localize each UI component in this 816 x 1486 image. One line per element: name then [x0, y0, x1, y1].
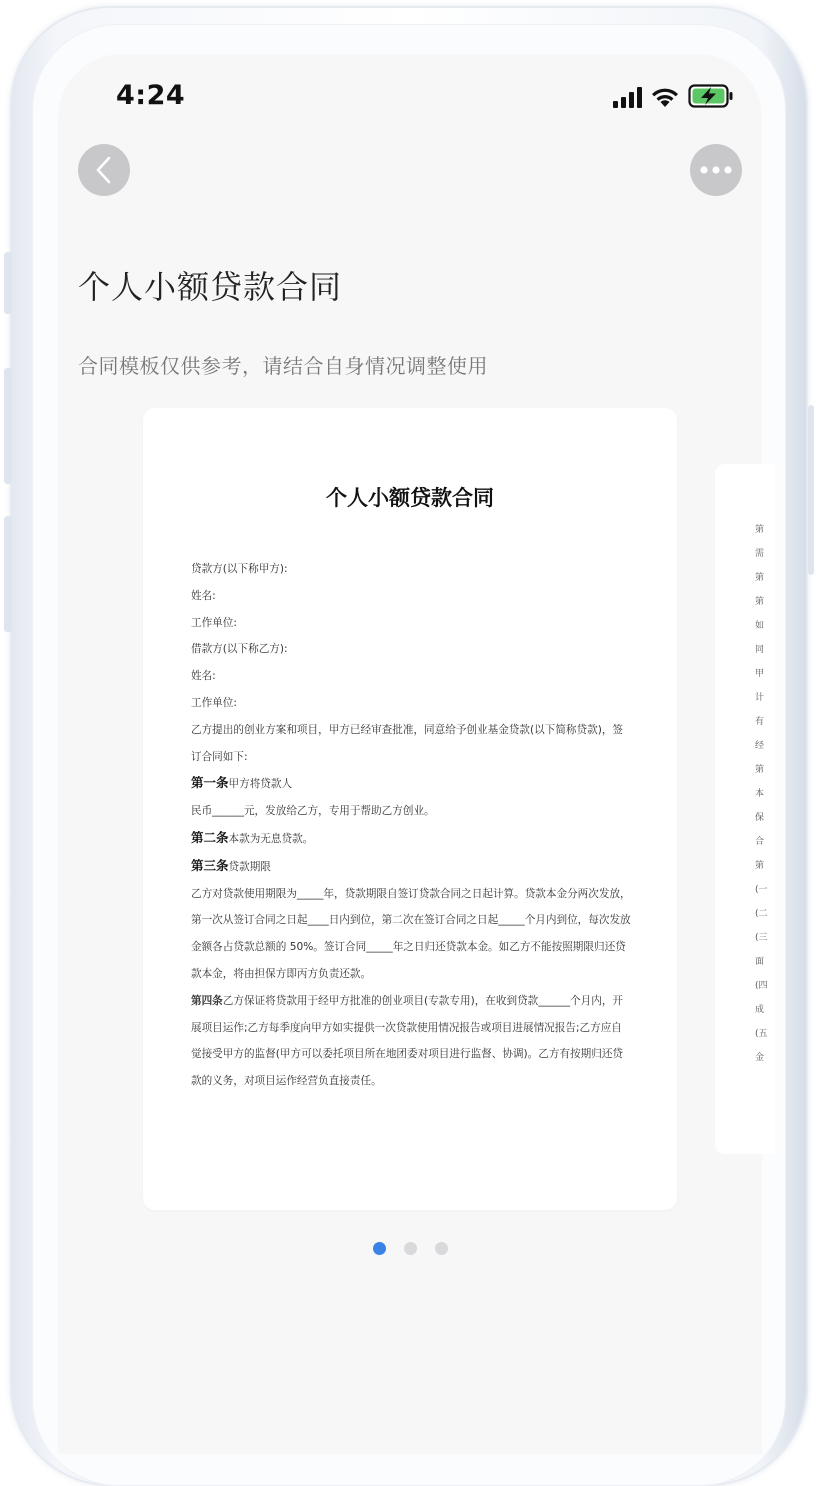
more-button[interactable]	[690, 144, 742, 196]
page-dot[interactable]	[435, 1242, 448, 1255]
article-3-text: 贷款期限	[228, 860, 271, 873]
article-2-text: 本款为无息贷款。	[228, 832, 314, 845]
more-dots-icon	[699, 165, 733, 175]
wifi-icon	[650, 86, 680, 108]
next-page-text: 金	[755, 1053, 765, 1063]
document-line: 贷款方(以下称甲方):	[191, 563, 288, 575]
next-page-text: 需	[755, 549, 765, 559]
article-2	[191, 825, 631, 853]
back-button[interactable]	[78, 144, 130, 196]
volume-down-button	[4, 516, 12, 632]
next-page-text: 经	[755, 741, 765, 751]
page-title: 个人小额贷款合同	[78, 268, 343, 306]
document-title: 个人小额贷款合同	[326, 486, 494, 510]
power-button	[808, 405, 814, 575]
screen	[58, 54, 768, 1454]
next-page-text: 计	[755, 693, 765, 703]
next-page-text: (五	[755, 1029, 768, 1039]
page-dot[interactable]	[373, 1242, 386, 1255]
article-3	[191, 853, 631, 881]
article-4-label: 第四条	[191, 994, 223, 1007]
next-page-text: 甲	[755, 669, 765, 679]
next-page-text: 成	[755, 1005, 765, 1015]
next-page-text: 本	[755, 789, 765, 799]
battery-charging-icon	[688, 84, 734, 108]
next-page-text: 保	[755, 813, 765, 823]
article-4	[191, 988, 631, 1095]
article-3-body: 乙方对贷款使用期限为_____年，贷款期限自签订贷款合同之日起计算。贷款本金分两次发放，第一次从签订合同之日起____日内到位，第二次在签订合同之日起_____个月内到位，每次发放金额各占贷款总额的 50%。签订合同_____年之日归还贷款本金。如乙方不能按照期限归还贷款本金，将由担保方即丙方负责还款。	[191, 887, 631, 980]
article-1-label: 第一条	[191, 775, 229, 791]
next-page-text: 面	[755, 957, 765, 967]
next-page-text: (四	[755, 981, 768, 991]
next-document-preview-card[interactable]	[715, 464, 775, 1154]
document-line: 工作单位:	[191, 696, 237, 709]
page-indicator	[58, 1242, 762, 1255]
next-page-text: (二	[755, 909, 768, 919]
document-line: 工作单位:	[191, 616, 237, 629]
next-page-text: (三	[755, 933, 768, 943]
mute-switch	[4, 252, 12, 314]
next-page-text: 第	[755, 861, 765, 871]
document-preview-card[interactable]	[143, 408, 677, 1210]
next-page-text: 同	[755, 645, 765, 655]
status-time: 4:24	[116, 80, 186, 111]
page-subtitle: 合同模板仅供参考，请结合自身情况调整使用	[78, 354, 488, 378]
next-page-text: 第	[755, 573, 765, 583]
status-icons	[613, 82, 734, 108]
next-page-text: 如	[755, 621, 765, 631]
chevron-left-icon	[93, 155, 115, 185]
document-body	[191, 556, 631, 1095]
next-page-text: (一	[755, 885, 768, 895]
next-page-text: 合	[755, 837, 765, 847]
article-1-line2: 民币______元，发放给乙方，专用于帮助乙方创业。	[191, 805, 435, 818]
next-page-text: 第	[755, 525, 765, 535]
cellular-signal-icon	[613, 86, 642, 108]
document-line: 姓名:	[191, 670, 216, 683]
article-3-label: 第三条	[191, 857, 229, 873]
document-line: 借款方(以下称乙方):	[191, 643, 288, 656]
next-page-text: 第	[755, 597, 765, 607]
volume-up-button	[4, 368, 12, 484]
article-4-body: 乙方保证将贷款用于经甲方批准的创业项目(专款专用)，在收到贷款______个月内，开展项目运作;乙方每季度向甲方如实提供一次贷款使用情况报告或项目进展情况报告;乙方应自觉接受甲方的监督(甲方可以委托项目所在地团委对项目进行监督、协调)。乙方有按期归还贷款的义务，对项目运作经营负直接责任。	[191, 994, 624, 1088]
next-page-text: 第	[755, 765, 765, 775]
page-dot[interactable]	[404, 1242, 417, 1255]
article-1-text: 甲方将贷款人	[228, 778, 293, 791]
next-page-text: 有	[755, 717, 765, 727]
document-line: 姓名:	[191, 589, 216, 602]
article-2-label: 第二条	[191, 829, 229, 845]
article-1	[191, 770, 631, 798]
document-intro: 乙方提出的创业方案和项目，甲方已经审查批准，同意给予创业基金贷款(以下简称贷款)，签订合同如下:	[191, 723, 624, 763]
